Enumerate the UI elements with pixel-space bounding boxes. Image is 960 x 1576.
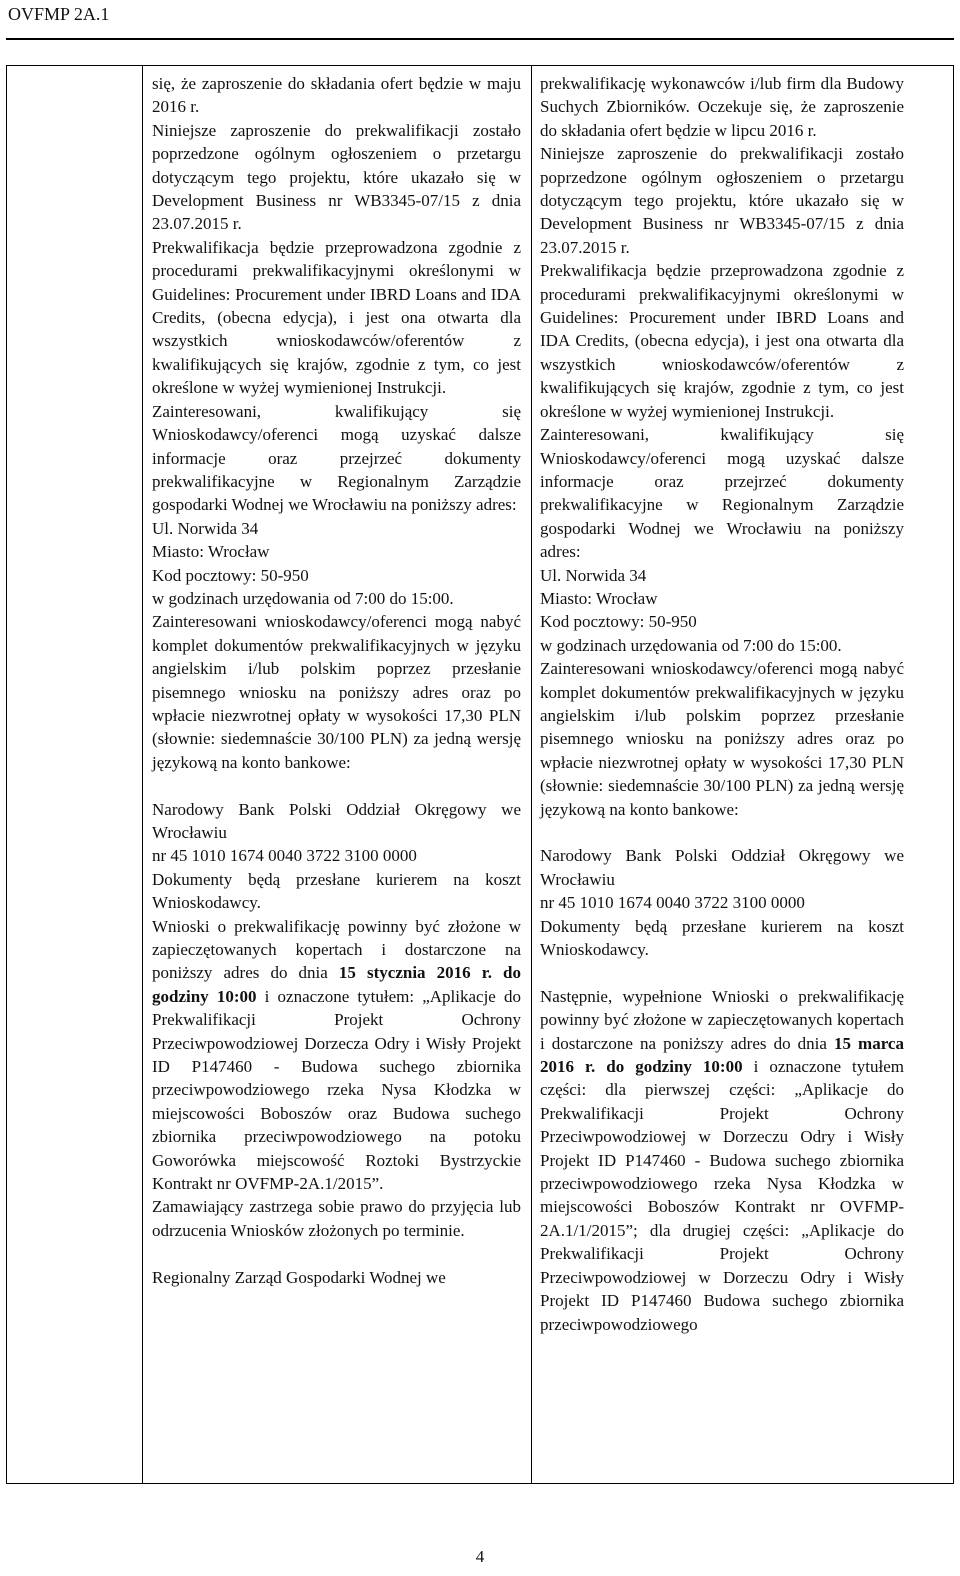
submission-text-a: Wnioski o prekwalifikację powinny być złożone w zapieczętowanych kopertach i dostarczone na poniższy adres do dnia: [152, 916, 521, 983]
office-hours: w godzinach urzędowania od 7:00 do 15:00.: [540, 635, 842, 655]
paragraph-information: Zainteresowani, kwalifikujący się Wnioskodawcy/oferenci mogą uzyskać dalsze informacje oraz przejrzeć dokumenty prekwalifikacyjne w Regionalnym Zarządzie gospodarki Wodnej we Wrocławiu na poniższy adres:: [152, 401, 521, 515]
submission-text-c: i oznaczone tytułem części: dla pierwszej części: „Aplikacje do Prekwalifikacji Projekt Ochrony Przeciwpowodziowej w Dorzeczu Odry i Wisły Projekt ID P147460 - Budowa suchego zbiornika przeciwpowodziowego rzeka Nysa Kłodzka w miejscowości Boboszów Kontrakt nr OVFMP-2A.1/1/2015”; dla drugiej części: „Aplikacje do Prekwalifikacji Projekt Ochrony Przeciwpowodziowej w Dorzeczu Odry i Wisły Projekt ID P147460 Budowa suchego zbiornika przeciwpowodziowego: [540, 1057, 904, 1334]
office-hours: w godzinach urzędowania od 7:00 do 15:00.: [152, 588, 454, 608]
address-street: Ul. Norwida 34: [540, 565, 647, 585]
address-city: Miasto: Wrocław: [152, 542, 270, 562]
bank-account: nr 45 1010 1674 0040 3722 3100 0000: [152, 846, 417, 866]
paragraph-submission: [540, 985, 904, 1336]
submission-text-c: i oznaczone tytułem: „Aplikacje do Prekwalifikacji Projekt Ochrony Przeciwpowodziowej Dorzecza Odry i Wisły Projekt ID P147460 - Budowa suchego zbiornika przeciwpowodziowego rzeka Nysa Kłodzka w miejscowości Boboszów oraz Budowa suchego zbiornika przeciwpowodziowego na potoku Goworówka miejscowość Roztoki Bystrzyckie Kontrakt nr OVFMP-2A.1/2015”.: [152, 986, 521, 1194]
paragraph-purchase: Zainteresowani wnioskodawcy/oferenci mogą nabyć komplet dokumentów prekwalifikacyjnych w języku angielskim i/lub polskim poprzez przesłanie pisemnego wniosku na poniższy adres oraz po wpłacie niezwrotnej opłaty w wysokości 17,30 PLN (słownie: siedemnaście 30/100 PLN) za jedną wersję językową na konto bankowe:: [540, 659, 904, 819]
paragraph-general-notice: Niniejsze zaproszenie do prekwalifikacji zostało poprzedzone ogólnym ogłoszeniem o przetargu dotyczącym tego projektu, które ukazało się w Development Business nr WB3345-07/15 z dnia 23.07.2015 r.: [540, 144, 904, 257]
comparison-table: [6, 65, 954, 1484]
paragraph-purchase: Zainteresowani wnioskodawcy/oferenci mogą nabyć komplet dokumentów prekwalifikacyjnych w języku angielskim i/lub polskim poprzez przesłanie pisemnego wniosku na poniższy adres oraz po wpłacie niezwrotnej opłaty w wysokości 17,30 PLN (słownie: siedemnaście 30/100 PLN) za jedną wersję językową na konto bankowe:: [152, 612, 521, 772]
address-postal: Kod pocztowy: 50-950: [540, 612, 697, 632]
paragraph-invitation-date: prekwalifikację wykonawców i/lub firm dla Budowy Suchych Zbiorników. Oczekuje się, że zaproszenie do składania ofert będzie w lipcu 2016 r.: [540, 74, 904, 140]
header-rule: [6, 38, 954, 40]
submission-deadline: 15 marca 2016 r. do godziny 10:00: [540, 1033, 904, 1077]
submission-deadline: 15 stycznia 2016 r. do godziny 10:00: [152, 963, 521, 1006]
page-number: 4: [475, 1547, 485, 1566]
paragraph-authority: Regionalny Zarząd Gospodarki Wodnej we: [152, 1267, 446, 1287]
bank-account: nr 45 1010 1674 0040 3722 3100 0000: [540, 893, 805, 913]
paragraph-reservation: Zamawiający zastrzega sobie prawo do przyjęcia lub odrzucenia Wniosków złożonych po terminie.: [152, 1197, 521, 1240]
address-city: Miasto: Wrocław: [540, 588, 658, 608]
address-postal: Kod pocztowy: 50-950: [152, 565, 309, 585]
original-text-column: [152, 72, 521, 1289]
paragraph-information: Zainteresowani, kwalifikujący się Wnioskodawcy/oferenci mogą uzyskać dalsze informacje oraz przejrzeć dokumenty prekwalifikacyjne w Regionalnym Zarządzie gospodarki Wodnej we Wrocławiu na poniższy adres:: [540, 425, 904, 562]
paragraph-courier: Dokumenty będą przesłane kurierem na koszt Wnioskodawcy.: [152, 869, 521, 913]
paragraph-prequalification: Prekwalifikacja będzie przeprowadzona zgodnie z procedurami prekwalifikacyjnymi określonymi w Guidelines: Procurement under IBRD Loans and IDA Credits, (obecna edycja), i jest ona otwarta dla wszystkich wnioskodawców/oferentów z kwalifikujących się krajów, zgodnie z tym, co jest określone w wyżej wymienionej Instrukcji.: [152, 237, 521, 398]
document-header: OVFMP 2A.1: [8, 4, 110, 24]
paragraph-prequalification: Prekwalifikacja będzie przeprowadzona zgodnie z procedurami prekwalifikacyjnymi określonymi w Guidelines: Procurement under IBRD Loans and IDA Credits, (obecna edycja), i jest ona otwarta dla wszystkich wnioskodawców/oferentów z kwalifikujących się krajów, zgodnie z tym, co jest określone w wyżej wymienionej Instrukcji.: [540, 261, 904, 421]
submission-text-a: Następnie, wypełnione Wnioski o prekwalifikację powinny być złożone w zapieczętowanych kopertach i dostarczone na poniższy adres do dnia: [540, 986, 904, 1053]
paragraph-submission: [152, 915, 521, 1196]
column-divider-left: [142, 66, 143, 1483]
bank-name: Narodowy Bank Polski Oddział Okręgowy we Wrocławiu: [152, 799, 521, 842]
amended-text-column: [540, 72, 904, 1336]
bank-name: Narodowy Bank Polski Oddział Okręgowy we Wrocławiu: [540, 846, 904, 889]
paragraph-invitation-date: się, że zaproszenie do składania ofert będzie w maju 2016 r.: [152, 74, 521, 117]
paragraph-general-notice: Niniejsze zaproszenie do prekwalifikacji zostało poprzedzone ogólnym ogłoszeniem o przetargu dotyczącym tego projektu, które ukazało się w Development Business nr WB3345-07/15 z dnia 23.07.2015 r.: [152, 120, 521, 234]
column-divider-right: [531, 66, 532, 1483]
address-street: Ul. Norwida 34: [152, 518, 259, 538]
paragraph-courier: Dokumenty będą przesłane kurierem na koszt Wnioskodawcy.: [540, 916, 904, 960]
